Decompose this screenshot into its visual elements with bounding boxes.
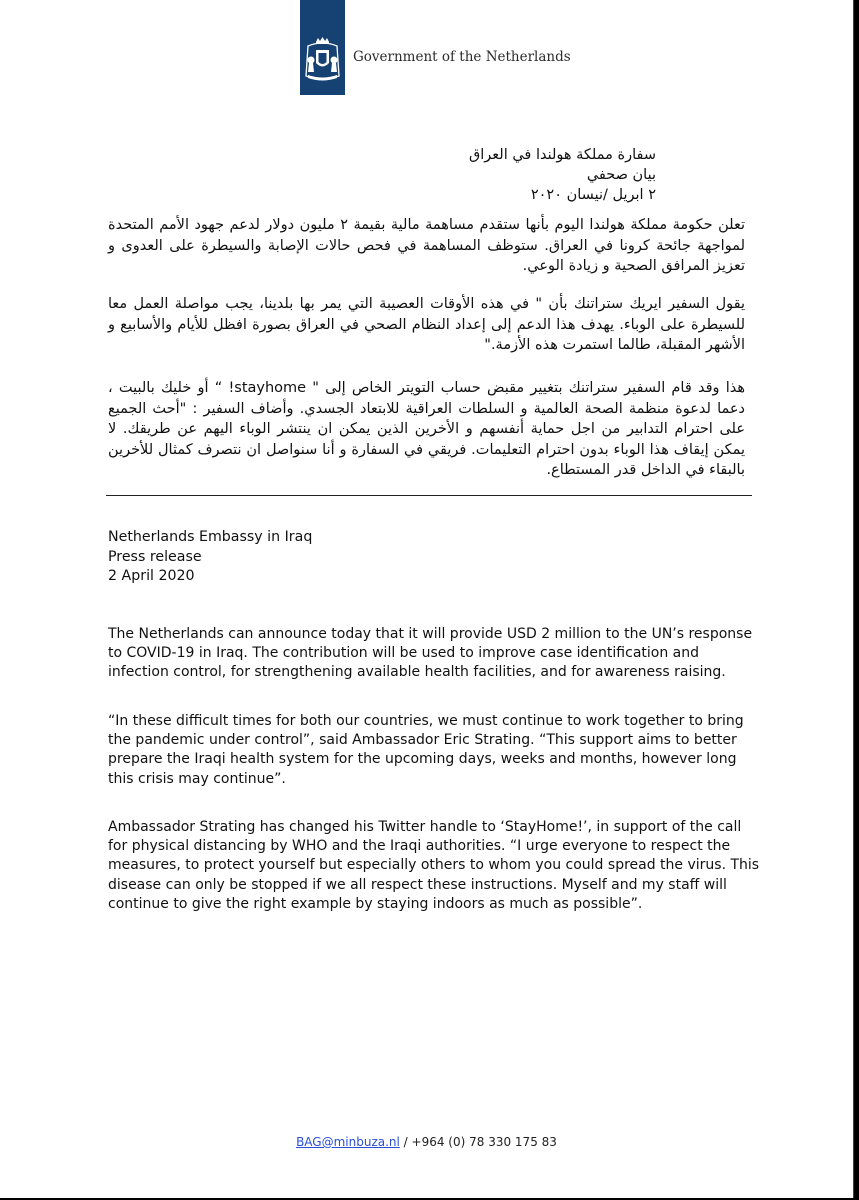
- english-paragraph-1: The Netherlands can announce today that it will provide USD 2 million to the UN’s response to COVID-19 in Iraq. The contribution will be used to improve case identification and infection control, for strengthening available health facilities, and for awareness raising.: [108, 626, 753, 681]
- government-name: Government of the Netherlands: [353, 49, 571, 65]
- english-embassy-name: Netherlands Embassy in Iraq: [108, 529, 313, 545]
- footer-contact: [0, 1135, 853, 1149]
- coat-of-arms-icon: [302, 36, 343, 86]
- english-paragraph-3: Ambassador Strating has changed his Twitter handle to ‘StayHome!’, in support of the call for physical distancing by WHO and the Iraqi authorities. “I urge everyone to respect the measures, to protect yourself but especially others to whom you could spread the virus. This disease can only be stopped if we all respect these instructions. Myself and my staff will continue to give the right example by staying indoors as much as possible”.: [108, 819, 760, 912]
- arabic-date: ٢ ابريل /نيسان ٢٠٢٠: [530, 187, 656, 203]
- arabic-document-type: بيان صحفي: [586, 167, 656, 183]
- arabic-heading: [256, 145, 656, 205]
- english-document-type: Press release: [108, 548, 202, 565]
- arabic-paragraph-1: تعلن حكومة مملكة هولندا اليوم بأنها ستقدم مساهمة مالية بقيمة ٢ مليون دولار لدعم جهود الأمم المتحدة لمواجهة جائحة كرونا في العراق. ستوظف المساهمة في فحص حالات الإصابة والسيطرة على العدوى و تعزيز المرافق الصحية و زيادة الوعي.: [108, 217, 745, 274]
- government-logo: [300, 0, 345, 95]
- arabic-paragraph-3: هذا وقد قام السفير ستراتنك بتغيير مقبض حساب التويتر الخاص إلى " stayhome! “ أو خليك بالبيت ، دعما لدعوة منظمة الصحة العالمية و السلطات العراقية للابتعاد الجسدي. وأضاف السفير : "أحث الجميع على احترام التدابير من اجل حماية أنفسهم و الأخرين الذين يمكن ان ينتشر الوباء اليهم عن طريقك. لا يمكن إيقاف هذا الوباء بدون احترام التعليمات. فريقي في السفارة و أنا سنواصل ان نتصرف كمثال للأخرين بالبقاء في الداخل قدر المستطاع.: [108, 380, 745, 478]
- english-paragraph-2: “In these difficult times for both our countries, we must continue to work together to bring the pandemic under control”, said Ambassador Eric Strating. “This support aims to better prepare the Iraqi health system for the upcoming days, weeks and months, however long this crisis may continue”.: [108, 713, 744, 787]
- email-link[interactable]: BAG@minbuza.nl: [296, 1135, 400, 1149]
- english-date: 2 April 2020: [108, 568, 195, 584]
- arabic-paragraph-2: يقول السفير ايريك ستراتنك بأن " في هذه الأوقات العصيبة التي يمر بها بلدينا، يجب مواصلة العمل معا للسيطرة على الوباء. يهدف هذا الدعم إلى إعداد النظام الصحي في العراق بصورة افظل للأيام والأسابيع و الأشهر المقبلة، طالما استمرت هذه الأزمة.": [108, 296, 745, 353]
- arabic-embassy-name: سفارة مملكة هولندا في العراق: [469, 147, 656, 163]
- footer-phone: / +964 (0) 78 330 175 83: [399, 1135, 557, 1149]
- section-divider: [106, 495, 752, 496]
- english-heading: [108, 528, 312, 587]
